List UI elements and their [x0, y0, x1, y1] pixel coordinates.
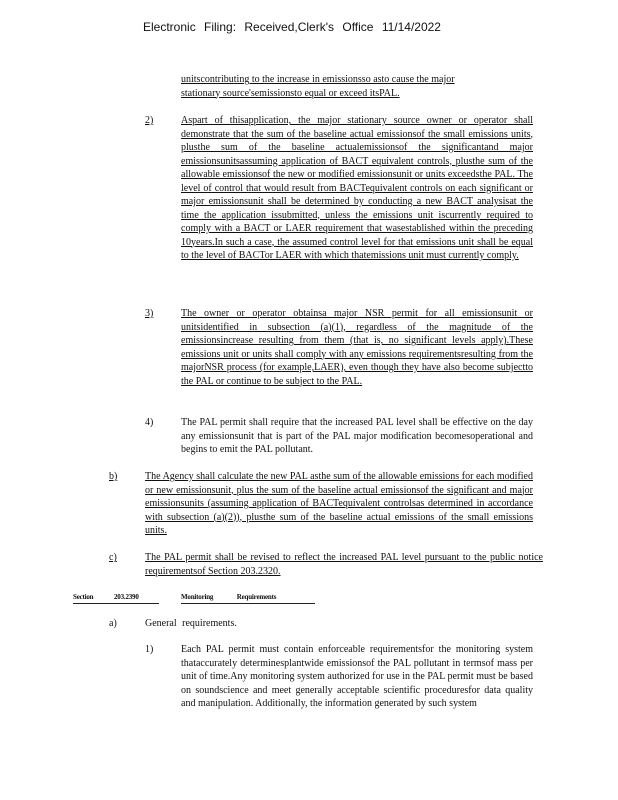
section-label: Section	[73, 593, 94, 601]
item-2-paragraph: Aspart of thisapplication, the major stationary source owner or operator shall demonstrate that the sum of the baseline actual emissionsof the small emissions units, plusthe sum of the baseline actualemissionsof the significantand major emissionsunitsassuming application of BACT equivalent controls, plusthe sum of the allowable emissionsof the new or modified emissionsunit or units exceedsthe PAL. The level of control that would result from BACTequivalent controls on each significant or major emissionsunit shall be determined by conducting a new BACT analysisat the time the application issubmitted, unless the emissions unit iscurrently required to comply with a BACT or LAER requirement that wasestablished within the preceding 10years.In such a case, the assumed control level for that emissions unit shall be equal to the level of BACTor LAER with which thatemissions unit must currently comply.	[181, 115, 533, 261]
item-a-heading: General requirements.	[145, 618, 237, 629]
item-4-number: 4)	[145, 417, 154, 428]
item-a-number: a)	[109, 618, 117, 629]
item-a1-number: 1)	[145, 644, 154, 655]
item-c-number: c)	[109, 552, 117, 563]
section-title-rule	[181, 603, 315, 604]
item-b-paragraph: The Agency shall calculate the new PAL asthe sum of the allowable emissions for each modified or new emissionsunit, plus the sum of the baseline actual emissionsof the significant and major emissionsunits (assuming application of BACTequivalent controlsas determined in accordance with subsection (a)(2)), plusthe sum of the baseline actual emissions of the small emissions units.	[145, 471, 533, 536]
section-title: Monitoring Requirements	[181, 593, 277, 601]
item-3-paragraph: The owner or operator obtainsa major NSR permit for all emissionsunit or unitsidentified in subsection (a)(1), regardless of the magnitude of the emissionsincrease resulting from them (that is, no significant levels apply).These emissions unit or units shall comply with any emissions requirementsresulting from the majorNSR process (for example,LAER), even though they have also become subjectto the PAL or continue to be subject to the PAL.	[181, 308, 533, 387]
item-c-paragraph: The PAL permit shall be revised to reflect the increased PAL level pursuant to the public notice requirementsof Section 203.2320.	[145, 552, 543, 577]
carryover-paragraph: unitscontributing to the increase in emissionsso asto cause the major stationary source'semissionsto equal or exceed itsPAL.	[181, 74, 455, 99]
section-number-rule	[73, 603, 159, 604]
section-number: 203.2390	[114, 593, 139, 601]
item-4-paragraph: The PAL permit shall require that the increased PAL level shall be effective on the day any emissionsunit that is part of the PAL major modification becomesoperational and begins to emit the PAL pollutant.	[181, 417, 533, 455]
item-b-number: b)	[109, 471, 118, 482]
item-2-number: 2)	[145, 115, 154, 126]
item-3-number: 3)	[145, 308, 154, 319]
item-a1-paragraph: Each PAL permit must contain enforceable requirementsfor the monitoring system thataccurately determinesplantwide emissionsof the PAL pollutant in termsof mass per unit of time.Any monitoring system authorized for use in the PAL permit must be based on soundscience and meet generally acceptable scientific proceduresfor data quality and manipulation. Additionally, the information generated by such system	[181, 644, 533, 709]
filing-header: Electronic Filing: Received,Clerk's Office 11/14/2022	[143, 20, 441, 34]
